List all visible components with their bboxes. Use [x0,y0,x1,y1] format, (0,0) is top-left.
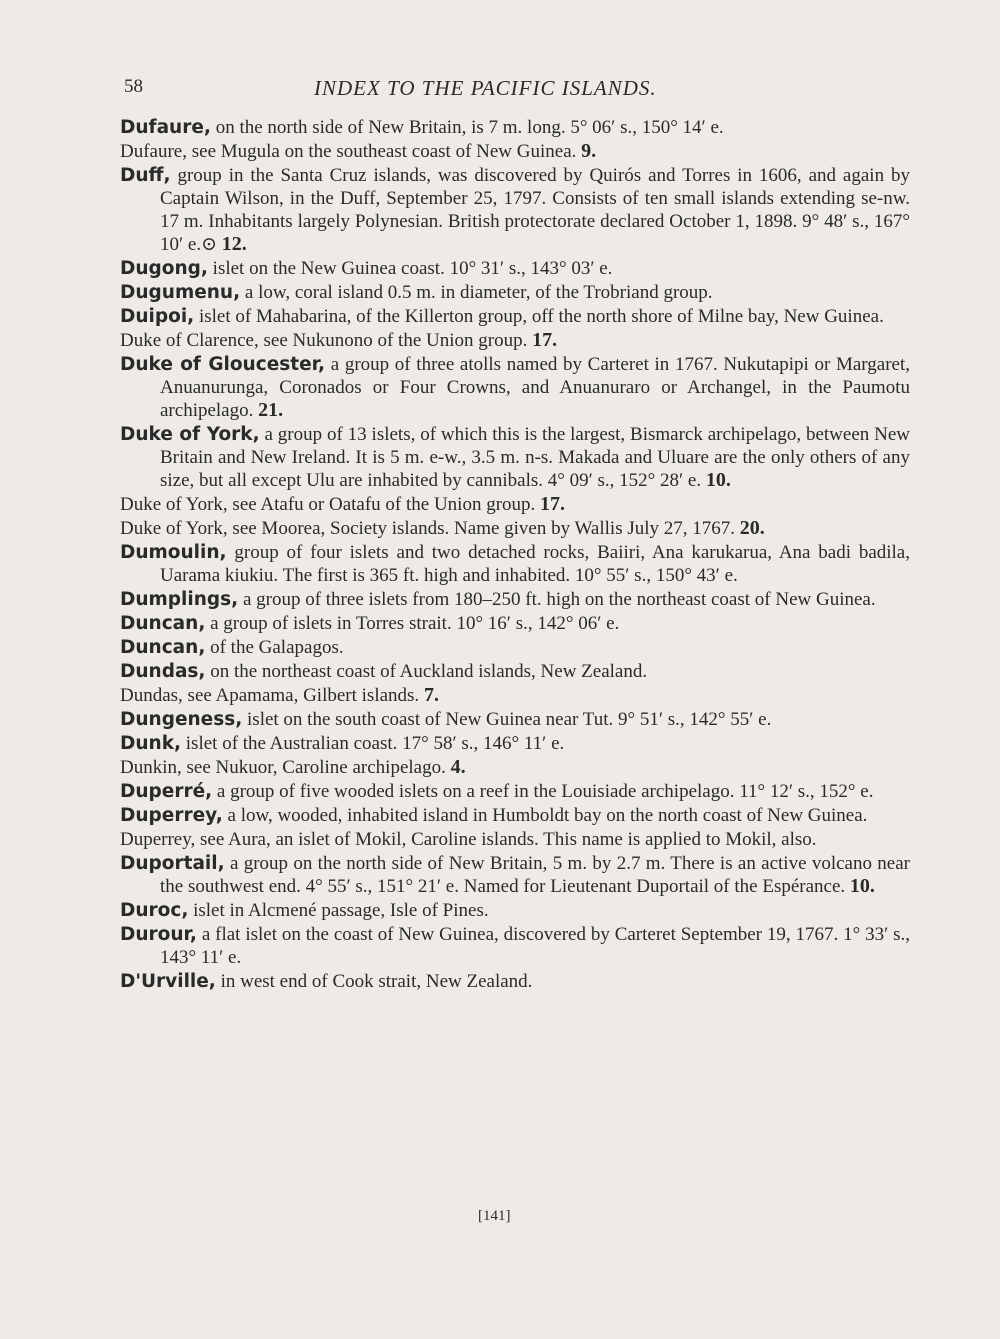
index-entry [120,164,910,256]
map-reference-number: 12. [221,233,247,255]
map-reference-number: 4. [450,756,466,778]
running-header [124,76,764,106]
entry-text: a group of three atolls named by Carteret in 1767. Nukutapipi or Margaret, Anuanurunga, Coronados or Four Crowns, and Anuanuraro or Archangel, in the Paumotu archipelago. [160,354,911,421]
entry-text: a group of five wooded islets on a reef in the Louisiade archipelago. 11° 12′ s., 152° e. [212,781,874,802]
entry-text: Dufaure, see Mugula on the southeast coast of New Guinea. [120,141,582,162]
entry-headword: Duke of Gloucester, [120,354,326,375]
index-entry [120,281,910,304]
map-reference-number: 9. [581,140,597,162]
entry-text: Duke of Clarence, see Nukunono of the Union group. [120,330,533,351]
index-entry [120,329,910,352]
entry-headword: Duperrey, [120,805,223,826]
index-entry [120,780,910,803]
entry-headword: Duperré, [120,781,213,802]
entry-headword: Duportail, [120,853,225,874]
index-entry [120,353,910,422]
entry-text: Duke of York, see Moorea, Society islands. Name given by Wallis July 27, 1767. [120,518,740,539]
running-title: INDEX TO THE PACIFIC ISLANDS. [314,76,657,100]
map-reference-number: 10. [849,875,875,897]
index-entry [120,305,910,328]
entry-text: on the north side of New Britain, is 7 m. long. 5° 06′ s., 150° 14′ e. [210,117,724,138]
entry-text: Dundas, see Apamama, Gilbert islands. [120,685,424,706]
index-entry [120,636,910,659]
index-entry [120,684,910,707]
index-entry [120,804,910,827]
entry-text: a flat islet on the coast of New Guinea, discovered by Carteret September 19, 1767. 1° 33′ s., 143° 11′ e. [160,924,910,968]
entry-headword: Duipoi, [120,306,195,327]
entry-text: group in the Santa Cruz islands, was discovered by Quirós and Torres in 1606, and again by Captain Wilson, in the Duff, September 25, 1797. Consists of ten small islands extending se-nw. 17 m. Inhabitants largely Polynesian. British protectorate declared October 1, 1898. 9° 48′ s., 167° 10′ e.⊙ [160,165,910,255]
map-reference-number: 10. [705,469,731,491]
entry-headword: Duff, [120,165,171,186]
index-entry [120,257,910,280]
entry-text: a group of three islets from 180–250 ft. high on the northeast coast of New Guinea. [238,589,876,610]
entry-text: of the Galapagos. [205,637,344,658]
page-footer: [141] [478,1208,511,1224]
index-entry [120,923,910,969]
entry-headword: Duncan, [120,613,206,634]
entry-text: islet on the south coast of New Guinea near Tut. 9° 51′ s., 142° 55′ e. [242,709,772,730]
entry-text: on the northeast coast of Auckland islands, New Zealand. [205,661,648,682]
index-entry [120,899,910,922]
entry-headword: Dugumenu, [120,282,241,303]
entry-text: Duke of York, see Atafu or Oatafu of the Union group. [120,494,541,515]
entry-headword: D'Urville, [120,971,216,992]
index-entry [120,970,910,993]
entry-headword: Duroc, [120,900,189,921]
entry-text: a group of 13 islets, of which this is the largest, Bismarck archipelago, between New Britain and New Ireland. It is 5 m. e-w., 3.5 m. n-s. Makada and Uluare are the only others of any size, but all except Ulu are inhabited by cannibals. 4° 09′ s., 152° 28′ e. [160,424,911,491]
index-entry [120,541,910,587]
index-entry [120,660,910,683]
entry-headword: Durour, [120,924,197,945]
index-entries [120,116,910,994]
entry-headword: Dumoulin, [120,542,227,563]
map-reference-number: 7. [423,684,439,706]
entry-headword: Dumplings, [120,589,239,610]
map-reference-number: 20. [739,517,765,539]
entry-text: group of four islets and two detached rocks, Baiiri, Ana karukarua, Ana badi badila, Uarama kiukiu. The first is 365 ft. high and inhabited. 10° 55′ s., 150° 43′ e. [160,542,910,586]
entry-text: a group of islets in Torres strait. 10° 16′ s., 142° 06′ e. [205,613,620,634]
page-number: 58 [124,76,143,97]
entry-headword: Dungeness, [120,709,243,730]
entry-text: a low, wooded, inhabited island in Humboldt bay on the north coast of New Guinea. [222,805,868,826]
entry-text: in west end of Cook strait, New Zealand. [215,971,533,992]
index-entry [120,732,910,755]
index-entry [120,588,910,611]
entry-text: a group on the north side of New Britain, 5 m. by 2.7 m. There is an active volcano near the southwest end. 4° 55′ s., 151° 21′ e. Named for Lieutenant Duportail of the Espérance. [160,853,910,897]
entry-headword: Dugong, [120,258,208,279]
entry-headword: Dunk, [120,733,182,754]
entry-text: a low, coral island 0.5 m. in diameter, of the Trobriand group. [240,282,713,303]
index-entry [120,423,910,492]
entry-text: islet on the New Guinea coast. 10° 31′ s., 143° 03′ e. [207,258,613,279]
index-entry [120,756,910,779]
index-entry [120,116,910,139]
entry-text: islet in Alcmené passage, Isle of Pines. [188,900,489,921]
entry-text: Duperrey, see Aura, an islet of Mokil, Caroline islands. This name is applied to Mokil, also. [120,829,817,850]
entry-text: islet of the Australian coast. 17° 58′ s., 146° 11′ e. [181,733,565,754]
entry-text: islet of Mahabarina, of the Killerton group, off the north shore of Milne bay, New Guinea. [194,306,884,327]
index-entry [120,828,910,851]
index-entry [120,140,910,163]
index-entry [120,708,910,731]
map-reference-number: 17. [532,329,558,351]
index-entry [120,517,910,540]
map-reference-number: 17. [540,493,566,515]
entry-text: Dunkin, see Nukuor, Caroline archipelago. [120,757,451,778]
entry-headword: Duncan, [120,637,206,658]
entry-headword: Dundas, [120,661,206,682]
index-entry [120,852,910,898]
index-entry [120,612,910,635]
entry-headword: Duke of York, [120,424,260,445]
index-entry [120,493,910,516]
map-reference-number: 21. [258,399,284,421]
entry-headword: Dufaure, [120,117,211,138]
